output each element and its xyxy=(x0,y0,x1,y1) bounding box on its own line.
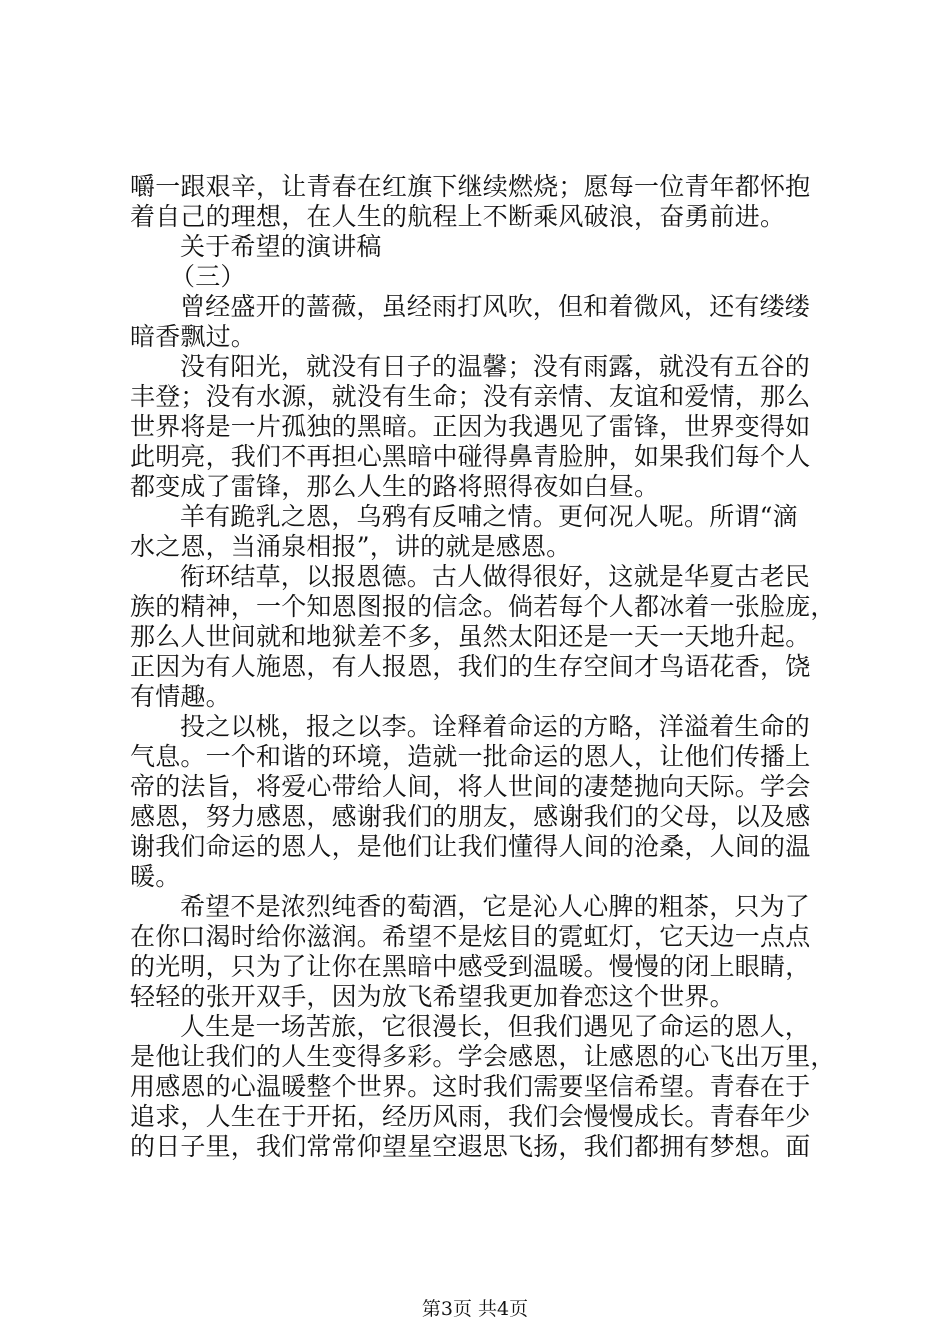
page-footer: 第3页 共4页 xyxy=(421,1298,529,1320)
text-line: 衔环结草，以报恩德。古人做得很好，这就是华夏古老民 xyxy=(180,562,811,591)
text-line: 的日子里，我们常常仰望星空遐思飞扬，我们都拥有梦想。面 xyxy=(130,1132,811,1161)
text-line: 曾经盛开的蔷薇，虽经雨打风吹，但和着微风，还有缕缕 xyxy=(180,292,811,321)
text-line: 暖。 xyxy=(130,862,181,891)
text-line: 那么人世间就和地狱差不多，虽然太阳还是一天一天地升起。 xyxy=(130,622,811,651)
text-line: 谢我们命运的恩人，是他们让我们懂得人间的沧桑，人间的温 xyxy=(130,832,811,861)
text-line: 的光明，只为了让你在黑暗中感受到温暖。慢慢的闭上眼睛， xyxy=(130,952,811,981)
text-line: 是他让我们的人生变得多彩。学会感恩，让感恩的心飞出万里， xyxy=(130,1042,836,1071)
text-line: 感恩，努力感恩，感谢我们的朋友，感谢我们的父母，以及感 xyxy=(130,802,811,831)
text-line: 都变成了雷锋，那么人生的路将照得夜如白昼。 xyxy=(130,472,660,501)
text-line: 人生是一场苦旅，它很漫长，但我们遇见了命运的恩人， xyxy=(180,1012,811,1041)
text-line: 在你口渴时给你滋润。希望不是炫目的霓虹灯，它天边一点点 xyxy=(130,922,811,951)
text-line: 正因为有人施恩，有人报恩，我们的生存空间才鸟语花香，饶 xyxy=(130,652,811,681)
text-line: 用感恩的心温暖整个世界。这时我们需要坚信希望。青春在于 xyxy=(130,1072,811,1101)
text-line: 此明亮，我们不再担心黑暗中碰得鼻青脸肿，如果我们每个人 xyxy=(130,442,811,471)
text-line: 嚼一跟艰辛，让青春在红旗下继续燃烧；愿每一位青年都怀抱 xyxy=(130,172,811,201)
text-line: 世界将是一片孤独的黑暗。正因为我遇见了雷锋，世界变得如 xyxy=(130,412,811,441)
text-line: 水之恩，当涌泉相报”，讲的就是感恩。 xyxy=(130,532,572,561)
text-line: 有情趣。 xyxy=(130,682,231,711)
text-line: 没有阳光，就没有日子的温馨；没有雨露，就没有五谷的 xyxy=(180,352,811,381)
text-line: 着自己的理想，在人生的航程上不断乘风破浪，奋勇前进。 xyxy=(130,202,786,231)
text-line: 希望不是浓烈纯香的萄酒，它是沁人心脾的粗茶，只为了 xyxy=(180,892,811,921)
text-line: 羊有跪乳之恩，乌鸦有反哺之情。更何况人呢。所谓“滴 xyxy=(180,502,798,531)
text-line: 帝的法旨，将爱心带给人间，将人世间的凄楚抛向天际。学会 xyxy=(130,772,811,801)
text-line: 关于希望的演讲稿 xyxy=(180,232,382,261)
text-line: 丰登；没有水源，就没有生命；没有亲情、友谊和爱情，那么 xyxy=(130,382,811,411)
text-line: 投之以桃，报之以李。诠释着命运的方略，洋溢着生命的 xyxy=(180,712,811,741)
text-line: 气息。一个和谐的环境，造就一批命运的恩人，让他们传播上 xyxy=(130,742,811,771)
text-line: （三） xyxy=(170,262,246,291)
text-line: 追求，人生在于开拓，经历风雨，我们会慢慢成长。青春年少 xyxy=(130,1102,811,1131)
text-line: 轻轻的张开双手，因为放飞希望我更加眷恋这个世界。 xyxy=(130,982,735,1011)
text-line: 族的精神，一个知恩图报的信念。倘若每个人都冰着一张脸庞， xyxy=(130,592,836,621)
document-body xyxy=(130,172,836,1162)
text-line: 暗香飘过。 xyxy=(130,322,257,351)
